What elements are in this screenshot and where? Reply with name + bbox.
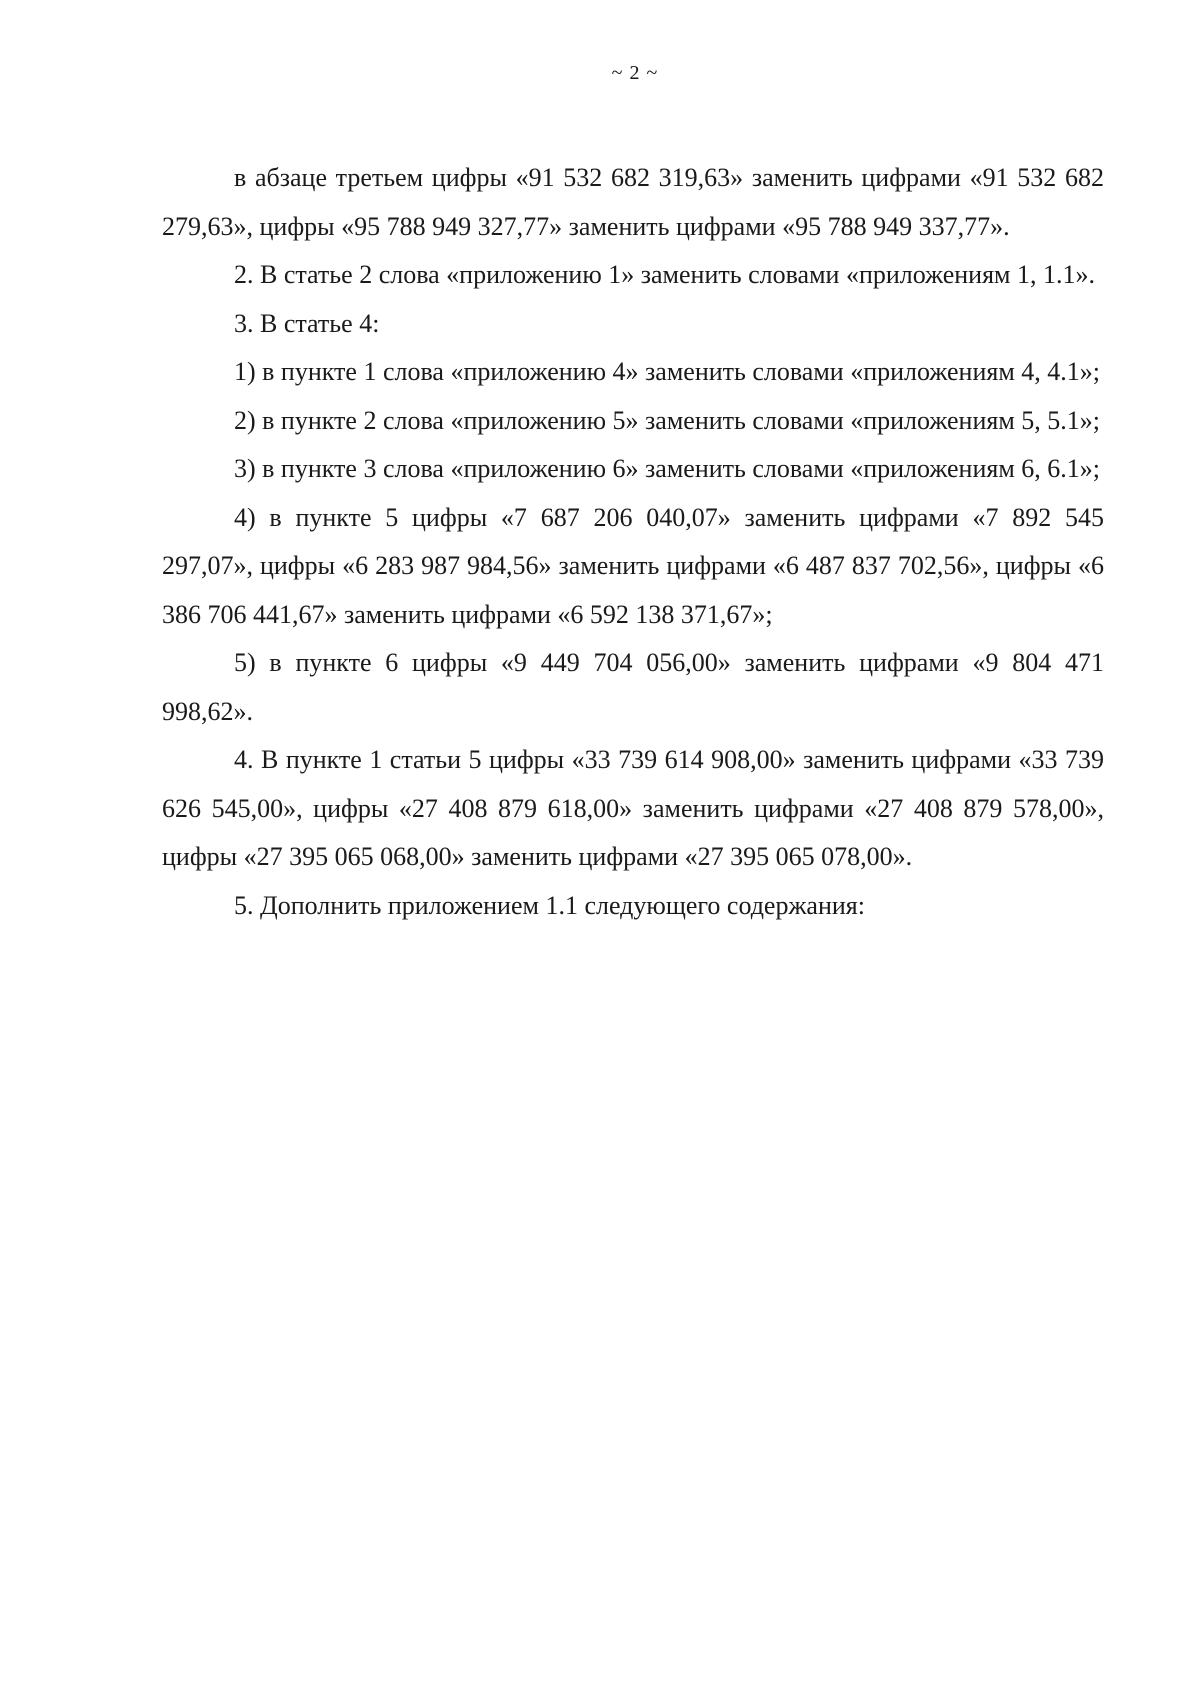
- document-body: [162, 154, 1104, 930]
- page-number: ~ 2 ~: [611, 62, 659, 84]
- paragraph-item-5: 5) в пункте 6 цифры «9 449 704 056,00» заменить цифрами «9 804 471 998,62».: [162, 648, 1104, 726]
- paragraph-appendix: 5. Дополнить приложением 1.1 следующего содержания:: [234, 890, 865, 920]
- paragraph-item-1: 1) в пункте 1 слова «приложению 4» заменить словами «приложениям 4, 4.1»;: [234, 357, 1100, 386]
- paragraph-item-4: 4) в пункте 5 цифры «7 687 206 040,07» заменить цифрами «7 892 545 297,07», цифры «6 283 987 984,56» заменить цифрами «6 487 837 702,56», цифры «6 386 706 441,67» заменить цифрами «6 592 138 371,67»;: [162, 502, 1104, 629]
- paragraph-article-2: 2. В статье 2 слова «приложению 1» заменить словами «приложениям 1, 1.1».: [234, 260, 1096, 289]
- paragraph-budget-amounts: в абзаце третьем цифры «91 532 682 319,63» заменить цифрами «91 532 682 279,63», цифры «95 788 949 327,77» заменить цифрами «95 788 949 337,77».: [162, 163, 1104, 241]
- paragraph-article-4: 3. В статье 4:: [234, 308, 380, 338]
- paragraph-item-3: 3) в пункте 3 слова «приложению 6» заменить словами «приложениям 6, 6.1»;: [234, 454, 1100, 483]
- paragraph-article-5: 4. В пункте 1 статьи 5 цифры «33 739 614 908,00» заменить цифрами «33 739 626 545,00», цифры «27 408 879 618,00» заменить цифрами «27 408 879 578,00», цифры «27 395 065 068,00» заменить цифрами «27 395 065 078,00».: [162, 745, 1104, 871]
- paragraph-item-2: 2) в пункте 2 слова «приложению 5» заменить словами «приложениям 5, 5.1»;: [234, 405, 1100, 435]
